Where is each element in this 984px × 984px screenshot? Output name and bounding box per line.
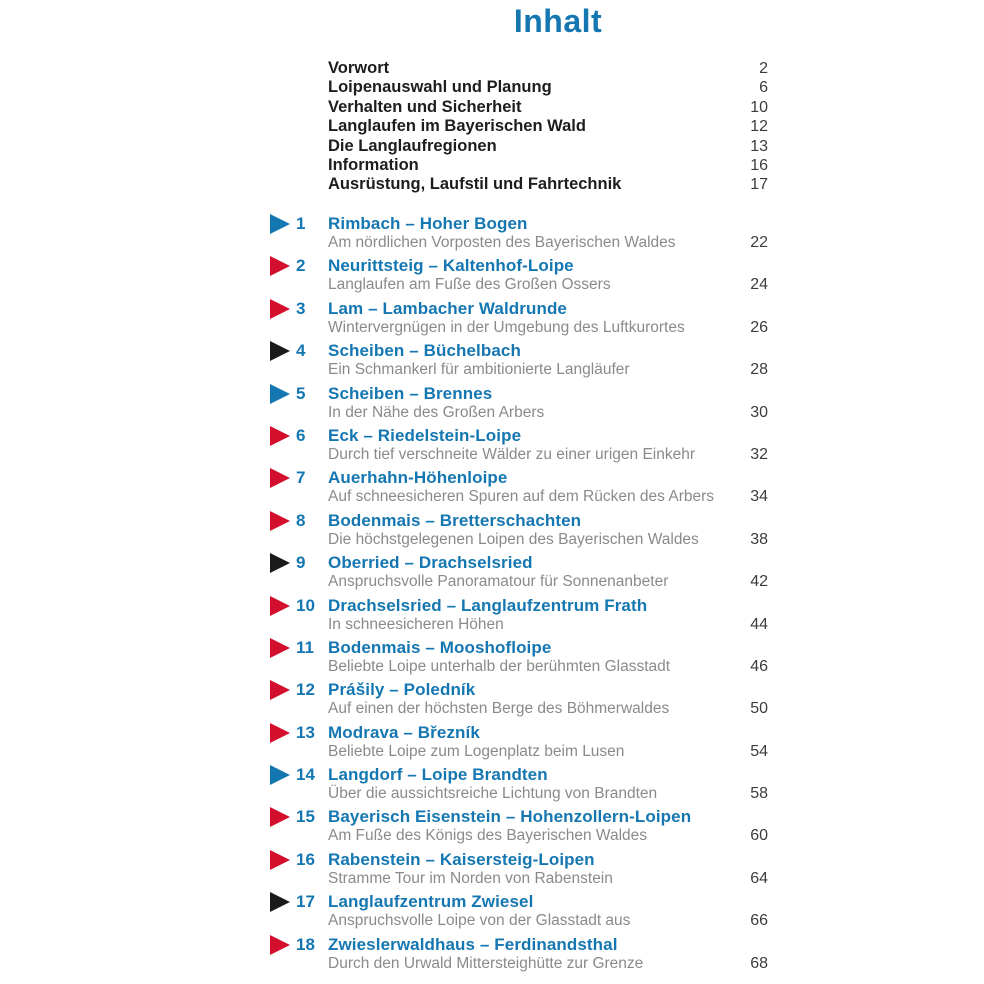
toc-entry-row xyxy=(270,891,768,929)
entry-subrow xyxy=(328,488,768,505)
entry-text-block xyxy=(328,213,768,251)
entry-subtitle: Langlaufen am Fuße des Großen Ossers xyxy=(328,276,611,294)
triangle-marker-icon xyxy=(270,299,290,319)
entry-subrow xyxy=(328,319,768,336)
front-matter-page-number: 2 xyxy=(759,60,768,77)
entry-text-block xyxy=(328,806,768,844)
entry-subtitle: Am nördlichen Vorposten des Bayerischen Waldes xyxy=(328,234,676,251)
entry-page-number: 22 xyxy=(750,234,768,251)
entry-title: Zwieslerwaldhaus – Ferdinandsthal xyxy=(328,934,618,954)
entry-subrow xyxy=(328,616,768,633)
entry-subtitle: Auf einen der höchsten Berge des Böhmerwaldes xyxy=(328,700,670,718)
page-title: Inhalt xyxy=(513,3,603,39)
front-matter-title: Langlaufen im Bayerischen Wald xyxy=(328,117,586,136)
entry-title: Eck – Riedelstein-Loipe xyxy=(328,425,522,445)
triangle-marker-icon xyxy=(270,723,290,743)
front-matter-row xyxy=(328,156,768,175)
entry-number: 17 xyxy=(296,892,315,912)
entry-subtitle: Durch den Urwald Mittersteighütte zur Grenze xyxy=(328,954,644,972)
entry-number: 4 xyxy=(296,341,306,361)
entry-subtitle: Anspruchsvolle Loipe von der Glasstadt aus xyxy=(328,912,631,930)
entry-text-block xyxy=(328,934,768,972)
entry-subrow xyxy=(328,234,768,251)
entry-title: Auerhahn-Höhenloipe xyxy=(328,468,508,488)
entry-page-number: 38 xyxy=(750,530,768,548)
entry-subrow xyxy=(328,827,768,844)
toc-entry-row xyxy=(270,255,768,293)
entry-text-block xyxy=(328,510,768,548)
triangle-marker-icon xyxy=(270,426,290,446)
front-matter-row xyxy=(328,98,768,117)
entry-page-number: 64 xyxy=(750,869,768,887)
entry-subtitle: Auf schneesicheren Spuren auf dem Rücken des Arbers xyxy=(328,488,715,506)
entry-title: Prášily – Poledník xyxy=(328,680,476,700)
front-matter-title: Loipenauswahl und Planung xyxy=(328,78,552,97)
entry-page-number: 46 xyxy=(750,657,768,675)
toc-entry-row xyxy=(270,340,768,378)
toc-entry-row xyxy=(270,425,768,463)
entry-subrow xyxy=(328,658,768,675)
entry-page-number: 28 xyxy=(750,361,768,379)
triangle-marker-icon xyxy=(270,850,290,870)
triangle-marker-icon xyxy=(270,511,290,531)
front-matter-page-number: 13 xyxy=(750,137,768,155)
triangle-marker-icon xyxy=(270,680,290,700)
front-matter-title: Vorwort xyxy=(328,59,390,77)
entry-subrow xyxy=(328,870,768,887)
front-matter-row xyxy=(328,78,768,97)
entry-page-number: 50 xyxy=(750,700,768,718)
entry-page-number: 58 xyxy=(750,785,768,803)
entry-text-block xyxy=(328,637,768,675)
entry-number: 15 xyxy=(296,807,315,827)
front-matter-row xyxy=(328,59,768,78)
entry-number: 3 xyxy=(296,298,306,318)
front-matter-title: Ausrüstung, Laufstil und Fahrtechnik xyxy=(328,175,622,194)
triangle-marker-icon xyxy=(270,214,290,234)
triangle-marker-icon xyxy=(270,468,290,488)
entry-page-number: 24 xyxy=(750,276,768,294)
entry-number: 8 xyxy=(296,510,306,530)
entry-text-block xyxy=(328,722,768,760)
entry-title: Bayerisch Eisenstein – Hohenzollern-Loipen xyxy=(328,807,692,827)
entry-title: Scheiben – Büchelbach xyxy=(328,341,521,361)
entry-page-number: 60 xyxy=(750,827,768,845)
front-matter-page-number: 16 xyxy=(750,157,768,175)
front-matter-row xyxy=(328,117,768,136)
entry-title: Scheiben – Brennes xyxy=(328,383,493,403)
entry-subrow xyxy=(328,573,768,590)
entry-subrow xyxy=(328,955,768,972)
toc-entry-list xyxy=(270,213,768,976)
triangle-marker-icon xyxy=(270,256,290,276)
triangle-marker-icon xyxy=(270,765,290,785)
toc-entry-row xyxy=(270,510,768,548)
entry-subtitle: Anspruchsvolle Panoramatour für Sonnenanbeter xyxy=(328,573,669,591)
entry-page-number: 34 xyxy=(750,488,768,506)
entry-number: 7 xyxy=(296,468,306,488)
entry-subrow xyxy=(328,531,768,548)
entry-text-block xyxy=(328,595,768,633)
entry-subtitle: Über die aussichtsreiche Lichtung von Brandten xyxy=(328,785,658,803)
entry-page-number: 26 xyxy=(750,318,768,336)
entry-number: 2 xyxy=(296,256,306,276)
entry-number: 16 xyxy=(296,849,315,869)
entry-text-block xyxy=(328,255,768,293)
entry-page-number: 32 xyxy=(750,445,768,463)
toc-entry-row xyxy=(270,679,768,717)
entry-subtitle: Beliebte Loipe zum Logenplatz beim Lusen xyxy=(328,742,625,760)
front-matter-page-number: 17 xyxy=(750,176,768,194)
entry-subtitle: Stramme Tour im Norden von Rabenstein xyxy=(328,869,613,887)
toc-entry-row xyxy=(270,722,768,760)
entry-subtitle: Ein Schmankerl für ambitionierte Langläufer xyxy=(328,361,630,379)
toc-entry-row xyxy=(270,552,768,590)
entry-text-block xyxy=(328,340,768,378)
entry-number: 10 xyxy=(296,595,315,615)
front-matter-page-number: 12 xyxy=(750,118,768,136)
entry-page-number: 54 xyxy=(750,742,768,760)
entry-subtitle: Am Fuße des Königs des Bayerischen Waldes xyxy=(328,827,648,845)
toc-entry-row xyxy=(270,467,768,505)
toc-entry-row xyxy=(270,637,768,675)
entry-subrow xyxy=(328,912,768,929)
entry-page-number: 68 xyxy=(750,954,768,972)
entry-text-block xyxy=(328,891,768,929)
triangle-marker-icon xyxy=(270,892,290,912)
entry-subrow xyxy=(328,276,768,293)
toc-entry-row xyxy=(270,595,768,633)
entry-page-number: 44 xyxy=(750,615,768,633)
front-matter-list xyxy=(328,59,768,195)
entry-number: 6 xyxy=(296,425,306,445)
entry-number: 11 xyxy=(296,637,314,657)
entry-number: 5 xyxy=(296,383,306,403)
entry-subtitle: Durch tief verschneite Wälder zu einer urigen Einkehr xyxy=(328,445,696,463)
entry-text-block xyxy=(328,383,768,421)
entry-text-block xyxy=(328,298,768,336)
entry-subrow xyxy=(328,361,768,378)
entry-title: Lam – Lambacher Waldrunde xyxy=(328,298,567,318)
entry-subrow xyxy=(328,743,768,760)
entry-text-block xyxy=(328,849,768,887)
entry-subtitle: Beliebte Loipe unterhalb der berühmten Glasstadt xyxy=(328,657,671,675)
entry-number: 14 xyxy=(296,765,315,785)
triangle-marker-icon xyxy=(270,935,290,955)
entry-text-block xyxy=(328,425,768,463)
triangle-marker-icon xyxy=(270,384,290,404)
entry-number: 18 xyxy=(296,934,315,954)
entry-title: Neurittsteig – Kaltenhof-Loipe xyxy=(328,256,574,276)
front-matter-title: Verhalten und Sicherheit xyxy=(328,97,522,116)
toc-entry-row xyxy=(270,806,768,844)
front-matter-row xyxy=(328,137,768,156)
entry-number: 1 xyxy=(296,214,306,233)
entry-subrow xyxy=(328,785,768,802)
front-matter-page-number: 6 xyxy=(759,79,768,97)
entry-subrow xyxy=(328,700,768,717)
entry-subtitle: In schneesicheren Höhen xyxy=(328,615,504,633)
entry-subtitle: In der Nähe des Großen Arbers xyxy=(328,403,545,421)
entry-number: 12 xyxy=(296,680,315,700)
entry-page-number: 66 xyxy=(750,912,768,930)
toc-entry-row xyxy=(270,298,768,336)
triangle-marker-icon xyxy=(270,638,290,658)
toc-entry-row xyxy=(270,213,768,251)
entry-title: Oberried – Drachselsried xyxy=(328,553,533,573)
entry-subtitle: Wintervergnügen in der Umgebung des Luftkurortes xyxy=(328,318,685,336)
entry-page-number: 30 xyxy=(750,403,768,421)
toc-entry-row xyxy=(270,934,768,972)
toc-entry-row xyxy=(270,764,768,802)
front-matter-title: Information xyxy=(328,156,419,175)
triangle-marker-icon xyxy=(270,341,290,361)
toc-entry-row xyxy=(270,383,768,421)
entry-text-block xyxy=(328,552,768,590)
entry-text-block xyxy=(328,679,768,717)
entry-title: Rimbach – Hoher Bogen xyxy=(328,214,528,233)
entry-title: Langdorf – Loipe Brandten xyxy=(328,765,548,785)
entry-subrow xyxy=(328,404,768,421)
front-matter-row xyxy=(328,175,768,194)
entry-text-block xyxy=(328,467,768,505)
triangle-marker-icon xyxy=(270,596,290,616)
entry-number: 13 xyxy=(296,722,315,742)
entry-title: Rabenstein – Kaisersteig-Loipen xyxy=(328,849,595,869)
entry-title: Bodenmais – Bretterschachten xyxy=(328,510,582,530)
entry-title: Bodenmais – Mooshofloipe xyxy=(328,637,552,657)
entry-text-block xyxy=(328,764,768,802)
entry-title: Langlaufzentrum Zwiesel xyxy=(328,892,534,912)
front-matter-page-number: 10 xyxy=(750,98,768,116)
front-matter-title: Die Langlaufregionen xyxy=(328,136,497,155)
entry-subtitle: Die höchstgelegenen Loipen des Bayerischen Waldes xyxy=(328,530,699,548)
entry-number: 9 xyxy=(296,553,306,573)
triangle-marker-icon xyxy=(270,553,290,573)
entry-page-number: 42 xyxy=(750,573,768,591)
toc-entry-row xyxy=(270,849,768,887)
triangle-marker-icon xyxy=(270,807,290,827)
entry-title: Modrava – Březník xyxy=(328,722,480,742)
entry-subrow xyxy=(328,446,768,463)
entry-title: Drachselsried – Langlaufzentrum Frath xyxy=(328,595,648,615)
